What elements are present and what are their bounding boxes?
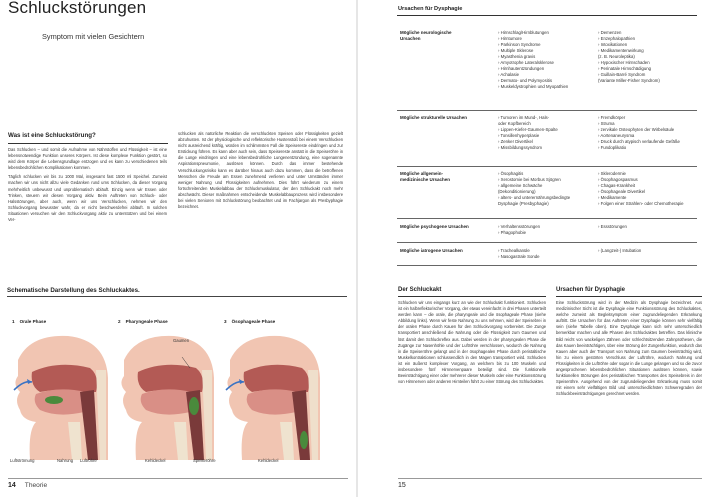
table-row-divider — [397, 166, 697, 167]
section-rule — [8, 143, 168, 144]
table-row-label: Mögliche allgemein- medizinische Ursachen — [400, 171, 451, 182]
label-nahrung: Nahrung — [57, 458, 74, 463]
footer-section: Theorie — [24, 482, 48, 489]
page-title: Schluckstörungen — [8, 0, 147, 17]
footer-left — [8, 482, 47, 489]
footer-rule-right — [398, 478, 702, 479]
table-cell: › (Langzeit-) Intubation — [598, 248, 642, 253]
paragraph: Das Schlucken – und somit die Aufnahme von Nährstoffen und Flüssigkeit – ist eine lebensnotwendige Funktion unseres Körpers. Ist diese komplexe Funktion gestört, so wird dem Körper die Lebensgrundlage entzogen und es kann zu verschiedenen teils lebensbedrohlichen Komplikationen kommen. — [8, 147, 167, 171]
body-ursachen: Eine Schluckstörung wird in der Medizin als Dysphagie bezeichnet. Aus medizinischer Sicht ist die Dysphagie eine Funktionsstörung des Schluckaktes, welche zumeist als Begleitsymptom einer zugrundeliegenden Erkrankung auftritt. Die Ursachen für das Auftreten einer Dysphagie können sehr vielfältig sein (siehe Tabelle oben). Eine Dysphagie kann sich sehr unterschiedlich bemerkbar machen und alle Phasen des Schluckaktes betreffen. Das klinische Bild reicht von wackeligen Zähnen oder schlechtsitzenden Zahnprothesen, die das Kauen beeinträchtigen, über eine Störung der Zungenfunktion, wodurch das Kauen aber auch der Transport von Nahrung zum Gaumen beeinträchtig wird, hin zu einem gestörten Verschluss der Luftröhre, wodurch Nahrung und Flüssigkeiten in die Luftröhre oder sogar in die Lunge gelangen und so die zuvor angesprochenen lebensbedrohlichen Situationen auslösen können, sowie funktionellen Störungen des peristaltischen Transportes des Speisebreis in der Speiseröhre. Ausgehend von der zugrundeliegenden Erkrankung muss somit mit einem sehr vielfältigen Bild und unterschiedlichsten Schweregraden der Schluckbeeinträchtigungen gerechnet werden. — [556, 300, 702, 397]
page-subtitle: Symptom mit vielen Gesichtern — [42, 32, 145, 41]
table-cell: › Tumoren im Mund-, Hals- oder Kopfbereich › Lippen-Kiefer-Gaumen-Spalte › Tonsillenhyperplasie › Zenker Divertikel › Missbildungssyndrom — [498, 115, 558, 151]
body-schluckakt: Schlucken wir uns eingangs kurz an wie der Schluckakt funktioniert. Schlucken ist ein halbreflektorischer Vorgang, der etwas vereinfacht in drei Phasen unterteilt werden kann – die orale, die pharyngeale und die ösophageale Phase (siehe Abbildung links). Wenn wir feste Nahrung zu uns nehmen, wird der Speisebrei in der oralen Phase durch Kauen für den Schluckvorgang vorbereitet. Die Zunge transportiert anschließend die Nahrung oder die Flüssigkeit zum Gaumen und löst damit den Schluckreflex aus. Dabei werden in der pharyngealen Phase die Zugänge zur Nasenhöhle und der Luftröhre verschlossen, wodurch die Nahrung in die Speiseröhre gelangt und in der ösophagealen Phase durch peristaltische Muskelkontraktionen schlussendlich in den Magen transportiert wird. Schlucken ist ein äußerst komplexer Vorgang, an welchem bis zu 100 Muskeln und insbesondere fünf Hirnnervenpaare beteiligt sind. Die funktionelle Beeinträchtigung einer oder mehrerer dieser Muskeln oder eine Funktionsstörung von Hirnnerven oder anderen Hirnteilen führt zu einer Störung des Schluckaktes. — [398, 300, 546, 385]
section-heading-was-ist: Was ist eine Schluckstörung? — [8, 132, 96, 139]
table-top-rule — [397, 15, 697, 16]
body-column-2 — [178, 131, 343, 213]
table-cell: › Trachealkanüle › Nasogastrale Sonde — [498, 248, 540, 260]
table-cell: › Fremdkörper › Struma › zervikale Osteophyten der Wirbelsäule › Aortenaneurysma › Druck durch atypisch verlaufende Gefäße › Fundoplikatio — [598, 115, 680, 151]
table-cell: › Verhaltensstörungen › Phagophobie — [498, 224, 541, 236]
anatomy-pharyngeal-phase-illustration — [116, 330, 216, 460]
label-luftroehre: Luftröhre — [80, 458, 97, 463]
label-gaumen: Gaumen — [173, 338, 190, 343]
table-cell: › Ösophagitis › Xerostomie bei Morbus Sjögren › allgemeine Schwäche (Dekonditionierung) › alters- und unterernährungsbedingte Dysphagie (Presbyphagie) — [498, 171, 571, 207]
table-cell: › Demenzen › Enzephalopathien › Intoxikationen › Medikamentenwirkung (z. B. Neuroleptika) › Hypoxischer Hirnschaden › Perinatale Hirnschädigung › Guillain-Barré Syndrom (Variante Miller-Fisher Syndrom) — [598, 30, 660, 84]
table-row-label: Mögliche iatrogene Ursachen — [400, 248, 463, 253]
page-gutter — [356, 0, 358, 497]
table-row-label: Mögliche neurologische Ursachen — [400, 30, 452, 41]
table-heading: Ursachen für Dysphagie — [398, 6, 463, 12]
heading-rule — [556, 296, 702, 297]
table-cell: › Hirnschlag/Hirnblutungen › Hirntumore › Parkinson Syndrome › Multiple Sklerose › Myasthenia gravis › Amyotrophe Lateralsklerose › Hirnhautentzündungen › Achalasie › Dermato- und Polymyositis › Muskeldystrophien und Myopathien — [498, 30, 569, 90]
heading-der-schluckakt: Der Schluckakt — [398, 287, 442, 293]
footer-rule — [8, 478, 348, 479]
phase-label-2: 2 Pharyngeale Phase — [118, 319, 168, 324]
phase-label-3: 3 Ösophageale Phase — [224, 319, 276, 324]
phase-label-1: 1 Orale Phase — [12, 319, 47, 324]
table-cell: › Essstörungen — [598, 224, 627, 229]
label-kehldeckel-2: Kehldeckel — [258, 458, 279, 463]
table-row-divider — [397, 242, 697, 243]
diagram-title: Schematische Darstellung des Schluckaktes. — [7, 287, 140, 294]
paragraph: Täglich schlucken wir bis zu 1000 Mal, insgesamt fast 1500 ml Speichel. Zumeist machen wir uns nicht allzu viele Gedanken rund ums Schlucken, da dieser Vorgang mehrheitlich unbewusst und unproblematisch abläuft. Einzig wenn wir Essen oder Trinken, steuern wir diesen Vorgang aktiv. Beim Auftreten von Schluck- oder Halsstörungen, aber auch, wenn wir uns Verschlucken, nehmen wir den Schluckvorgang bewusster wahr, da er nicht beschwerdefrei abläuft. In solchen Situationen versuchen wir den Schluckvorgang aktiv zu unterstützen und bei einem Ver- — [8, 174, 167, 223]
table-row-label: Mögliche strukturelle Ursachen — [400, 115, 468, 120]
page-number-right: 15 — [398, 482, 406, 489]
anatomy-oral-phase-illustration — [10, 330, 110, 460]
paragraph: schlucken als natürliche Reaktion die verschluckten Speisen oder Flüssigkeiten gezielt abzuhusten. Ist der physiologische und reflektorische Hustenstoß bei einem Verschlucken nicht ausreichend kräftig, würden im schlimmsten Fall die Speisereste eindringen und zur Erstickung führen. Es kann aber auch sein, dass Speisereste anstatt in die Speiseröhre in die Lunge eindringen und eine lebensbedrohliche Lungenentzündung, eine sogenannte Aspirationspneumonie, auslösen können. Durch das immer bestehende Verschluckungsrisiko kann es darüber hinaus auch dazu kommen, dass die betroffenen Menschen die Freude am Essen zunehmend verlieren und unter Umständen immer weniger Nahrung und Flüssigkeiten aufnehmen. Dies führt wiederum zu einem fortschreitenden Muskelabbau der Schluckmuskulatur, der den Schluckakt noch mehr abschwächt. Dieser maßnahmen entscheidende Muskelabbauprozess wird insbesondere bei vielen Senioren mit Schluckstörung beobachtet und im Fachjargon als Presbyphagie bezeichnet. — [178, 131, 343, 210]
label-kehldeckel-1: Kehldeckel — [145, 458, 166, 463]
table-row-divider — [397, 218, 697, 219]
heading-rule — [398, 296, 546, 297]
table-row-divider — [397, 265, 697, 266]
table-row-label: Mögliche psychogene Ursachen — [400, 224, 469, 229]
table-row-divider — [397, 110, 697, 111]
label-speiseroehre: Speiseröhre — [193, 458, 216, 463]
diagram-rule — [7, 296, 347, 297]
label-luftstroemung: Luftströmung — [10, 458, 35, 463]
left-page — [0, 0, 356, 497]
page-number: 14 — [8, 482, 16, 489]
anatomy-esophageal-phase-illustration — [222, 330, 322, 460]
body-column-1 — [8, 147, 167, 226]
table-cell: › Sklerodermie › Ösophagospasmus › Chagas-Krankheit › Ösophageale Divertikel › Medikamente › Folgen einer Strahlen- oder Chemotherapie — [598, 171, 684, 207]
heading-ursachen-fuer-dysphagie: Ursachen für Dysphagie — [556, 287, 626, 293]
